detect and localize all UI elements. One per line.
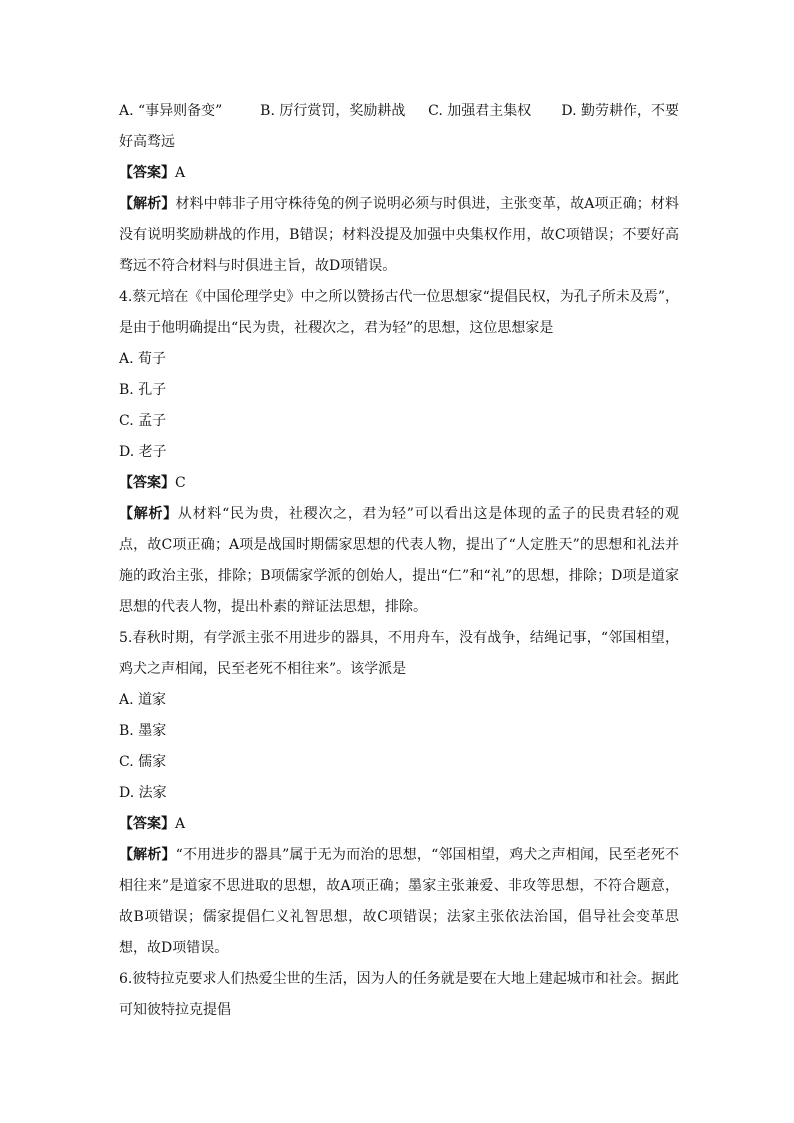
q5-option-d[interactable]: D. 法家 <box>119 785 167 801</box>
q4-option-b[interactable]: B. 孔子 <box>119 382 167 398</box>
q4-answer-value: C <box>175 475 186 491</box>
q3-option-a[interactable]: A. “事异则备变” <box>119 103 223 119</box>
q3-option-b[interactable]: B. 厉行赏罚，奖励耕战 <box>260 103 406 119</box>
q5-analysis-text: “不用进步的器具”属于无为而治的思想，“邻国相望，鸡犬之声相闻，民至老死不相往来”是道家不思进取的思想，故A项正确；墨家主张兼爱、非攻等思想，不符合题意，故B项错误；儒家提倡仁义礼智思想，故C项错误；法家主张依法治国，倡导社会变革思想，故D项错误。 <box>119 847 679 956</box>
q3-option-d[interactable]: D. 勤劳耕作，不要 <box>561 103 679 119</box>
q6-stem: 6.彼特拉克要求人们热爱尘世的生活，因为人的任务就是要在大地上建起城市和社会。据此可知彼特拉克提倡 <box>119 971 679 1018</box>
q5-option-a[interactable]: A. 道家 <box>119 692 167 708</box>
q4-option-a[interactable]: A. 荀子 <box>119 351 167 367</box>
q3-option-d-continued: 好高骛远 <box>119 134 175 150</box>
q4-answer <box>119 468 679 499</box>
q4-option-d[interactable]: D. 老子 <box>119 444 167 460</box>
document-page <box>119 96 679 1026</box>
q4-stem: 4.蔡元培在《中国伦理学史》中之所以赞扬古代一位思想家“提倡民权，为孔子所未及焉”，是由于他明确提出“民为贵，社稷次之，君为轻”的思想，这位思想家是 <box>119 289 679 336</box>
q5-analysis-label: 【解析】 <box>119 847 176 863</box>
q4-option-c[interactable]: C. 孟子 <box>119 413 167 429</box>
q4-analysis-label: 【解析】 <box>119 506 178 522</box>
q5-answer-value: A <box>175 816 186 832</box>
q5-option-b[interactable]: B. 墨家 <box>119 723 167 739</box>
q5-analysis <box>119 840 679 964</box>
q3-analysis <box>119 189 679 282</box>
q5-option-c[interactable]: C. 儒家 <box>119 754 167 770</box>
q3-analysis-label: 【解析】 <box>119 196 176 212</box>
q4-answer-label: 【答案】 <box>119 475 175 491</box>
q3-analysis-text: 材料中韩非子用守株待兔的例子说明必须与时俱进，主张变革，故A项正确；材料没有说明奖励耕战的作用，B错误；材料没提及加强中央集权作用，故C项错误；不要好高骛远不符合材料与时俱进主旨，故D项错误。 <box>119 196 680 274</box>
q5-answer <box>119 809 679 840</box>
q3-options-row <box>119 96 679 127</box>
q4-analysis-text: 从材料“民为贵，社稷次之，君为轻”可以看出这是体现的孟子的民贵君轻的观点，故C项正确；A项是战国时期儒家思想的代表人物，提出了“人定胜天”的思想和礼法并施的政治主张，排除；B项儒家学派的创始人，提出“仁”和“礼”的思想，排除；D项是道家思想的代表人物，提出朴素的辩证法思想，排除。 <box>119 506 680 615</box>
q5-answer-label: 【答案】 <box>119 816 175 832</box>
q3-answer-label: 【答案】 <box>119 165 175 181</box>
q3-answer <box>119 158 679 189</box>
q3-answer-value: A <box>175 165 186 181</box>
q3-option-c[interactable]: C. 加强君主集权 <box>428 103 532 119</box>
q4-analysis <box>119 499 679 623</box>
q5-stem: 5.春秋时期，有学派主张不用进步的器具，不用舟车，没有战争，结绳记事，“邻国相望，鸡犬之声相闻，民至老死不相往来”。该学派是 <box>119 630 679 677</box>
